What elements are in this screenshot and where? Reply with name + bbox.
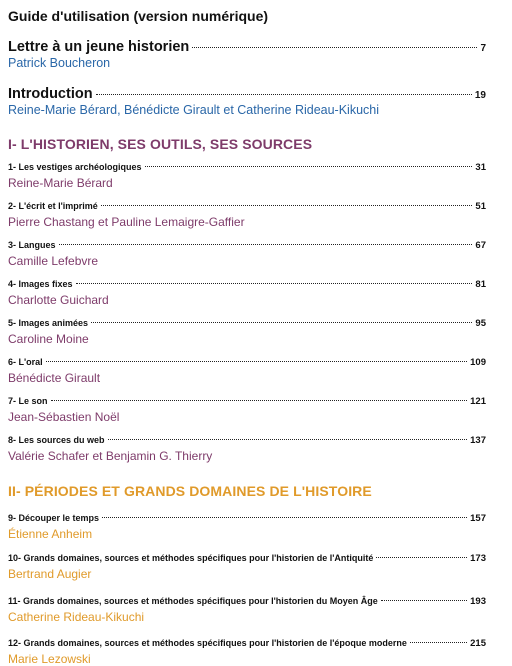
toc-line xyxy=(8,162,486,173)
toc-page-number: 215 xyxy=(470,638,486,649)
toc-line xyxy=(8,596,486,607)
toc-entry-title: 8- Les sources du web xyxy=(8,435,105,445)
dot-leader xyxy=(46,361,467,362)
section-heading-1: I- L'HISTORIEN, SES OUTILS, SES SOURCES xyxy=(8,136,313,152)
toc-entry-6[interactable] xyxy=(8,357,486,385)
toc-entry-author: Marie Lezowski xyxy=(8,652,91,666)
toc-entry-title: Introduction xyxy=(8,86,93,102)
toc-page-number: 121 xyxy=(470,396,486,407)
toc-entry-11[interactable] xyxy=(8,596,486,624)
dot-leader xyxy=(108,439,468,440)
toc-entry-title: 6- L'oral xyxy=(8,357,43,367)
toc-entry-title: Lettre à un jeune historien xyxy=(8,39,190,55)
toc-entry-1[interactable] xyxy=(8,162,486,190)
dot-leader xyxy=(192,47,477,48)
toc-line xyxy=(8,638,486,649)
toc-entry-9[interactable] xyxy=(8,513,486,541)
toc-entry-author: Bénédicte Girault xyxy=(8,371,101,385)
toc-page-number: 173 xyxy=(470,553,486,564)
toc-entry-author: Pierre Chastang et Pauline Lemaigre-Gaffier xyxy=(8,215,245,229)
toc-line xyxy=(8,435,486,446)
toc-line xyxy=(8,279,486,290)
toc-line xyxy=(8,39,486,55)
toc-entry-8[interactable] xyxy=(8,435,486,463)
toc-entry-author: Caroline Moine xyxy=(8,332,89,346)
toc-entry-10[interactable] xyxy=(8,553,486,581)
toc-entry-author: Charlotte Guichard xyxy=(8,293,109,307)
toc-line xyxy=(8,553,486,564)
toc-page-number: 7 xyxy=(480,43,486,54)
toc-entry-2[interactable] xyxy=(8,201,486,229)
toc-page-number: 81 xyxy=(475,279,486,290)
toc-entry-title: 1- Les vestiges archéologiques xyxy=(8,162,142,172)
dot-leader xyxy=(410,642,467,643)
guide-title: Guide d'utilisation (version numérique) xyxy=(8,8,269,24)
toc-entry-12[interactable] xyxy=(8,638,486,666)
toc-page-number: 193 xyxy=(470,596,486,607)
toc-entry-title: 7- Le son xyxy=(8,396,48,406)
toc-page-number: 67 xyxy=(475,240,486,251)
toc-entry-title: 3- Langues xyxy=(8,240,56,250)
toc-entry-author: Reine-Marie Bérard xyxy=(8,176,113,190)
toc-page-number: 157 xyxy=(470,513,486,524)
toc-page-number: 51 xyxy=(475,201,486,212)
toc-line xyxy=(8,240,486,251)
toc-page-number: 109 xyxy=(470,357,486,368)
toc-entry-lettre[interactable] xyxy=(8,39,486,70)
toc-entry-title: 12- Grands domaines, sources et méthodes spécifiques pour l'historien de l'époque moderne xyxy=(8,638,407,648)
dot-leader xyxy=(381,600,467,601)
toc-entry-title: 5- Images animées xyxy=(8,318,89,328)
dot-leader xyxy=(145,166,473,167)
toc-entry-3[interactable] xyxy=(8,240,486,268)
toc-entry-title: 4- Images fixes xyxy=(8,279,73,289)
toc-line xyxy=(8,513,486,524)
toc-entry-author: Valérie Schafer et Benjamin G. Thierry xyxy=(8,449,213,463)
toc-line xyxy=(8,318,486,329)
toc-entry-author: Reine-Marie Bérard, Bénédicte Girault et Catherine Rideau-Kikuchi xyxy=(8,103,380,117)
dot-leader xyxy=(76,283,473,284)
toc-page-number: 19 xyxy=(474,90,486,101)
dot-leader xyxy=(96,94,472,95)
dot-leader xyxy=(376,557,467,558)
toc-line xyxy=(8,86,486,102)
toc-entry-author: Jean-Sébastien Noël xyxy=(8,410,120,424)
toc-entry-5[interactable] xyxy=(8,318,486,346)
toc-entry-author: Bertrand Augier xyxy=(8,567,92,581)
section-heading-2: II- PÉRIODES ET GRANDS DOMAINES DE L'HISTOIRE xyxy=(8,483,372,499)
dot-leader xyxy=(101,205,473,206)
toc-entry-author: Étienne Anheim xyxy=(8,527,93,541)
dot-leader xyxy=(59,244,473,245)
toc-entry-7[interactable] xyxy=(8,396,486,424)
toc-entry-4[interactable] xyxy=(8,279,486,307)
toc-line xyxy=(8,396,486,407)
toc-entry-author: Catherine Rideau-Kikuchi xyxy=(8,610,145,624)
toc-entry-author: Camille Lefebvre xyxy=(8,254,99,268)
toc-page-number: 137 xyxy=(470,435,486,446)
dot-leader xyxy=(91,322,472,323)
toc-entry-introduction[interactable] xyxy=(8,86,486,117)
toc-entry-title: 9- Découper le temps xyxy=(8,513,100,523)
toc-entry-title: 11- Grands domaines, sources et méthodes spécifiques pour l'historien du Moyen Âge xyxy=(8,596,378,606)
dot-leader xyxy=(51,400,468,401)
toc-line xyxy=(8,357,486,368)
toc-entry-author: Patrick Boucheron xyxy=(8,56,111,70)
toc-entry-title: 2- L'écrit et l'imprimé xyxy=(8,201,98,211)
toc-line xyxy=(8,201,486,212)
toc-page-number: 95 xyxy=(475,318,486,329)
toc-page-number: 31 xyxy=(475,162,486,173)
toc-entry-title: 10- Grands domaines, sources et méthodes spécifiques pour l'historien de l'Antiquité xyxy=(8,553,374,563)
dot-leader xyxy=(102,517,467,518)
